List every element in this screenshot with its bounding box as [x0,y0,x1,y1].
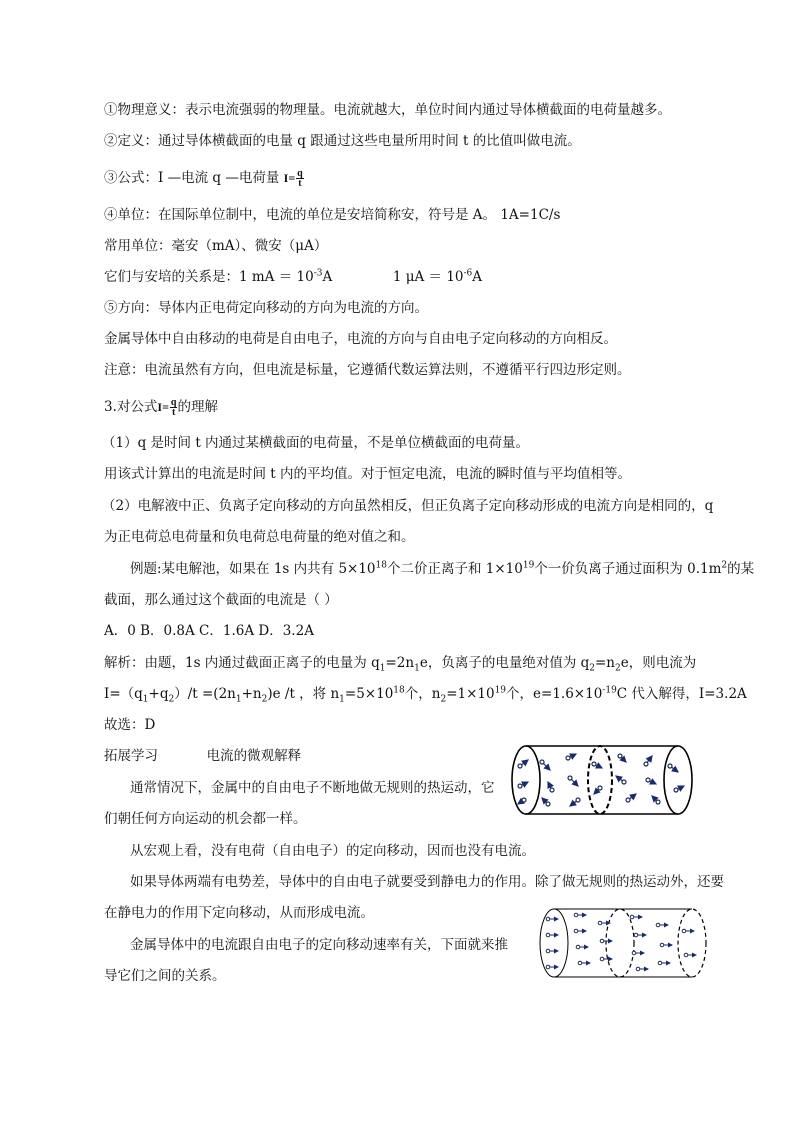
formula-equals: = [288,171,296,185]
unit-line: ④单位：在国际单位制中，电流的单位是安培简称安，符号是 A。 1A=1C/s [104,207,561,223]
calc-b-sub: 2 [168,694,175,705]
section-3-numerator: q [170,397,177,408]
calc-j: C 代入解得，I=3.2A [616,686,747,702]
metal-conductor-line: 金属导体中自由移动的电荷是自由电子，电流的方向与自由电子定向移动的方向相反。 [104,331,617,347]
calc-e: )e /t ，将 n [267,686,340,702]
analysis-a: 解析：由题，1s 内通过截面正离子的电量为 q [104,655,380,671]
calc-d-sub: 2 [261,694,268,705]
example-part-a: 例题:某电解池，如果在 1s 内共有 5×10 [130,561,376,577]
analysis-c-sub: 2 [589,663,595,674]
calc-h-exp: 19 [494,685,507,696]
calc-c-sub: 1 [235,694,242,705]
calc-g-sub: 2 [440,694,447,705]
example-part-c: 个一价负离子通过面积为 0.1m [534,561,722,577]
analysis-d: =n [595,655,616,671]
answer-line: 故选：D [104,717,156,733]
drift-motion-figure [536,905,712,981]
unit-relation-ma-exp: -3 [313,268,323,279]
extension-heading [104,747,301,765]
formula-symbol-i: I [283,171,289,185]
electrons-drift [546,913,696,971]
point-2-continued: 为正电荷总电荷量和负电荷总电荷量的绝对值之和。 [104,529,415,545]
formula-line [104,169,304,188]
drift-speed-continued: 导它们之间的关系。 [104,968,226,984]
example-line [130,560,754,578]
example-exp-b: 19 [522,560,535,571]
calc-e-sub: 1 [339,694,345,705]
thermal-motion-line: 通常情况下，金属中的自由电子不断地做无规则的热运动，它 [130,780,495,796]
example-exp-a: 18 [375,560,387,571]
electrons-random [518,754,684,806]
calc-h: =1×10 [446,686,495,702]
example-question-line: 截面，那么通过这个截面的电流是（ ） [104,592,338,608]
extension-topic: 电流的微观解释 [206,748,302,764]
direction-line: ⑤方向：导体内正电荷定向移动的方向为电流的方向。 [104,300,428,316]
analysis-b: =2n [385,655,415,671]
section-3-suffix: 的理解 [177,399,218,415]
analysis-line [104,654,696,672]
note-line: 注意：电流虽然有方向，但电流是标量，它遵循代数运算法则，不遵循平行四边形定则。 [104,362,631,378]
random-motion-figure [508,742,696,818]
unit-relation-ua-exp: -6 [463,268,473,279]
calc-g: 个，n [404,686,441,702]
unit-relation-ua-unit: A [472,269,483,285]
calc-c: ）/t =(2n [174,686,236,702]
extension-label: 拓展学习 [104,748,158,764]
section-3-formula-equals: = [162,400,169,414]
calc-b: +q [148,686,169,702]
calc-i-exp: -19 [602,685,617,696]
analysis-e: e，则电流为 [620,655,697,671]
potential-difference-continued: 在静电力的作用下定向移动，从而形成电流。 [104,905,374,921]
calc-d: +n [241,686,262,702]
calculation-line [104,685,747,703]
section-3-prefix: 3.对公式 [104,399,158,415]
calc-a: I=（q [104,686,143,702]
average-value-line: 用该式计算出的电流是时间 t 内的平均值。对于恒定电流，电流的瞬时值与平均值相等。 [104,466,632,482]
example-exp-c: 2 [721,560,728,571]
point-2-line: （2）电解液中正、负离子定向移动的方向虽然相反，但正负离子定向移动形成的电流方向是相同的，q [102,498,714,514]
calc-a-sub: 1 [142,694,149,705]
formula-denominator: t [298,178,302,189]
example-options-line: A．0 B．0.8A C．1.6A D．3.2A [104,623,314,639]
analysis-b-sub: 1 [414,663,420,674]
example-part-b: 个二价正离子和 1×10 [386,561,523,577]
unit-relation-line [104,268,482,286]
calc-i: 个，e=1.6×10 [506,686,603,702]
section-3-formula-symbol: I [157,400,163,414]
unit-relation-ma-unit: A [322,269,333,285]
calc-f: =5×10 [344,686,394,702]
formula-line-text: ③公式：I —电流 q —电荷量 [104,170,280,186]
definition-line: ②定义：通过导体横截面的电量 q 跟通过这些电量所用时间 t 的比值叫做电流。 [104,133,581,149]
formula-numerator: q [297,168,303,179]
cylinder-outline [512,746,692,814]
drift-cylinder-outline [540,909,692,977]
analysis-a-sub: 1 [379,663,386,674]
unit-relation-ua: 1 μA ＝ 10 [392,269,464,285]
analysis-d-sub: 2 [615,663,621,674]
calc-f-exp: 18 [393,685,405,696]
macro-view-line: 从宏观上看，没有电荷（自由电子）的定向移动，因而也没有电流。 [130,843,535,859]
common-units-line: 常用单位：毫安（mA）、微安（μA） [104,238,328,254]
physical-meaning-line: ①物理意义：表示电流强弱的物理量。电流就越大，单位时间内通过导体横截面的电荷量越多。 [104,102,671,118]
analysis-c: e，负离子的电量绝对值为 q [419,655,590,671]
thermal-motion-continued: 们朝任何方向运动的机会都一样。 [104,811,307,827]
section-3-denominator: t [172,407,176,418]
section-3-heading [104,398,218,417]
unit-relation-ma: 它们与安培的关系是：1 mA ＝ 10 [104,269,314,285]
drift-dashed-sections [606,909,706,977]
cross-section-dashed [588,746,612,814]
point-1-line: （1）q 是时间 t 内通过某横截面的电荷量，不是单位横截面的电荷量。 [102,435,530,451]
example-part-d: 的某 [727,561,755,577]
formula-fraction [296,169,304,188]
drift-speed-line: 金属导体中的电流跟自由电子的定向移动速率有关，下面就来推 [130,937,508,953]
potential-difference-line: 如果导体两端有电势差，导体中的自由电子就要受到静电力的作用。除了做无规则的热运动外，还要 [130,874,724,890]
